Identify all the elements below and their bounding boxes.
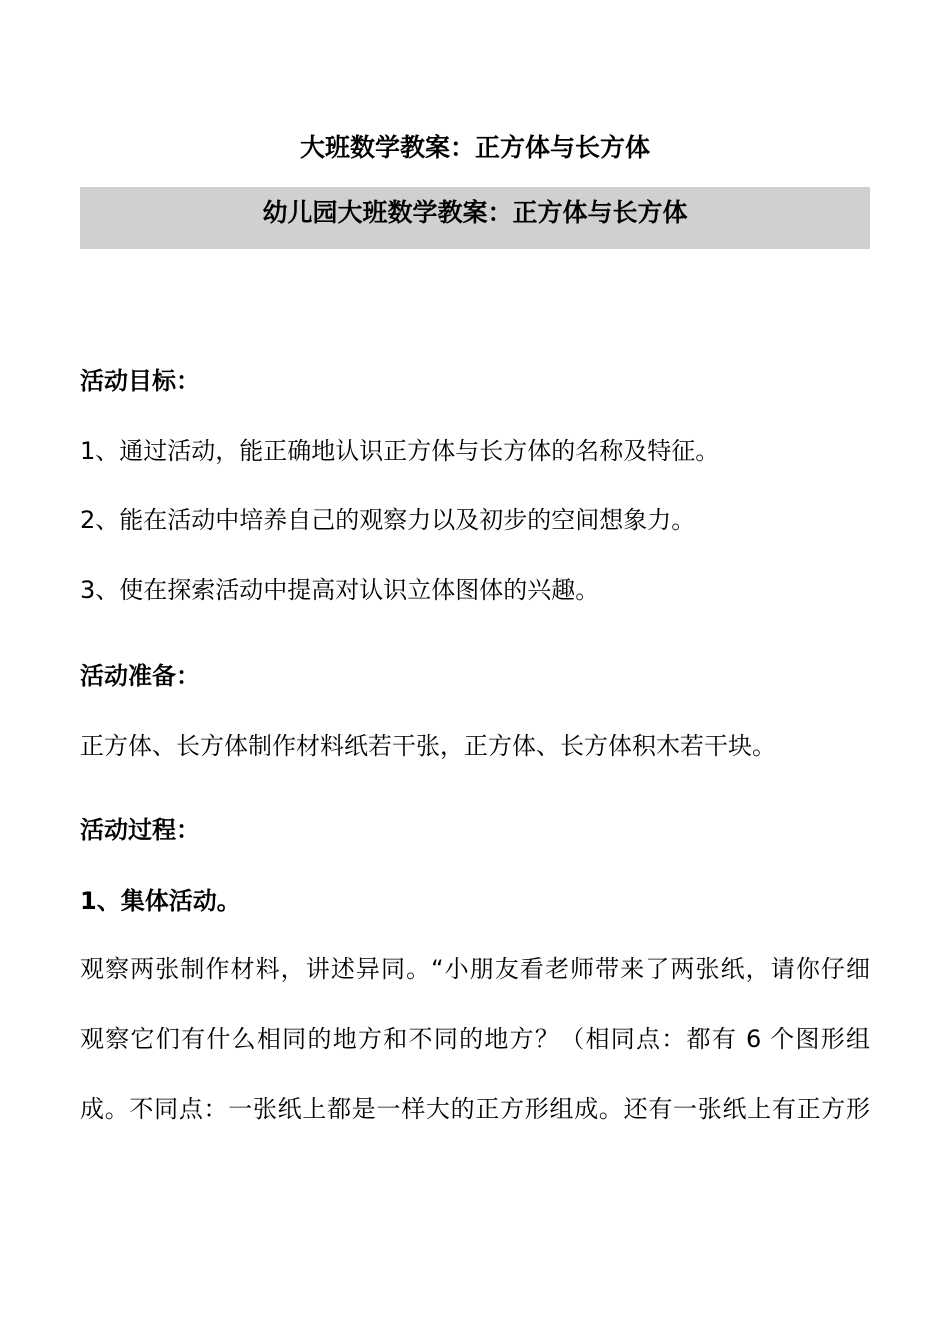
goal-item-3: 3、使在探索活动中提高对认识立体图体的兴趣。 [80, 576, 600, 604]
step1-line-1: 观察两张制作材料，讲述异同。“小朋友看老师带来了两张纸，请你仔细 [80, 955, 870, 983]
step1-heading: 1、集体活动。 [80, 887, 241, 915]
prep-text: 正方体、长方体制作材料纸若干张，正方体、长方体积木若干块。 [80, 732, 776, 760]
process-heading: 活动过程： [80, 816, 200, 844]
banner-title: 幼儿园大班数学教案：正方体与长方体 [262, 198, 688, 227]
step1-line-2: 观察它们有什么相同的地方和不同的地方？（相同点：都有 6 个图形组 [80, 1025, 870, 1053]
goal-item-2: 2、能在活动中培养自己的观察力以及初步的空间想象力。 [80, 506, 696, 534]
goal-item-1: 1、通过活动，能正确地认识正方体与长方体的名称及特征。 [80, 437, 720, 465]
goals-heading: 活动目标： [80, 367, 200, 395]
prep-heading: 活动准备： [80, 662, 200, 690]
title-banner [80, 187, 870, 249]
step1-line-3: 成。不同点：一张纸上都是一样大的正方形组成。还有一张纸上有正方形 [80, 1095, 870, 1123]
document-title: 大班数学教案：正方体与长方体 [299, 133, 650, 162]
